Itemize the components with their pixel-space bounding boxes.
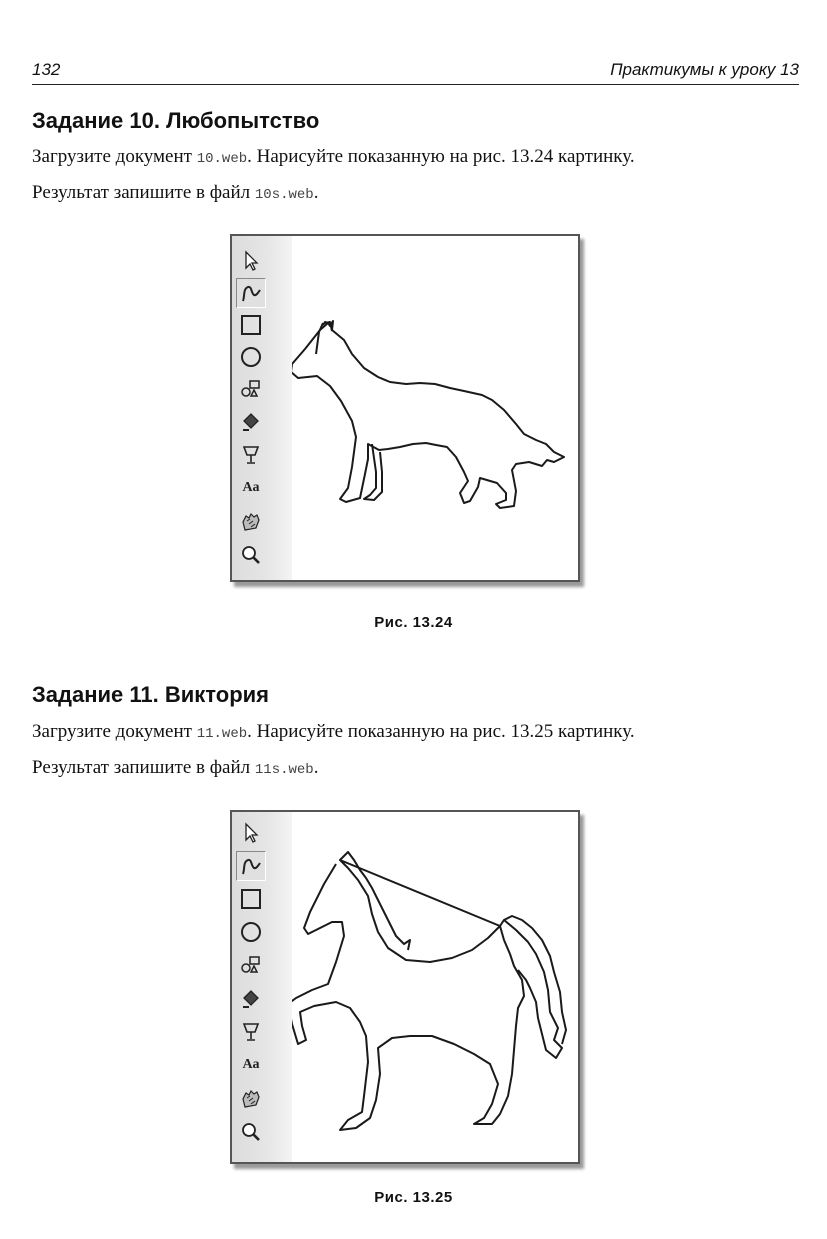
ellipse-tool[interactable] — [236, 917, 266, 947]
output-filename: 10s.web — [254, 187, 314, 203]
task-10-heading: Задание 10. Любопытство — [32, 108, 320, 133]
freehand-pen-icon — [239, 854, 263, 878]
figure-13-24-caption: Рис. 13.24 — [374, 614, 453, 631]
paint-bucket-tool[interactable] — [236, 407, 266, 437]
zoom-tool[interactable] — [236, 540, 266, 570]
running-title: Практикумы к уроку 13 — [610, 60, 799, 79]
shapes-icon — [239, 953, 263, 977]
text-tool-icon: Aa — [242, 1057, 260, 1072]
freehand-pen-icon — [239, 281, 263, 305]
dog-front-leg — [364, 444, 382, 500]
hand-pan-icon — [239, 1087, 263, 1111]
shapes-icon — [239, 377, 263, 401]
dog-outline-drawing — [292, 236, 578, 580]
horse-mane — [340, 852, 410, 950]
text-segment: . — [313, 182, 319, 203]
paint-bucket-icon — [239, 410, 263, 434]
ellipse-tool[interactable] — [236, 342, 266, 372]
drawing-canvas[interactable] — [292, 812, 578, 1162]
task-10-text — [32, 140, 799, 212]
freehand-pen-tool[interactable] — [236, 851, 266, 881]
text-segment: Загрузите документ — [32, 146, 197, 167]
figure-13-24-window — [230, 234, 580, 582]
hand-pan-icon — [239, 510, 263, 534]
zoom-icon — [239, 1120, 263, 1144]
arrow-select-tool[interactable] — [236, 246, 266, 276]
text-segment: . — [313, 757, 319, 778]
task-11-text — [32, 715, 799, 787]
arrow-select-icon — [239, 249, 263, 273]
shapes-tool[interactable] — [236, 374, 266, 404]
text-tool-tool[interactable] — [236, 473, 266, 503]
arrow-select-icon — [239, 821, 263, 845]
ellipse-icon — [239, 920, 263, 944]
eyedropper-icon — [239, 443, 263, 467]
task-11-heading: Задание 11. Виктория — [32, 682, 270, 707]
text-segment: Результат запишите в файл — [32, 757, 255, 778]
rectangle-tool[interactable] — [236, 884, 266, 914]
ellipse-icon — [239, 345, 263, 369]
text-tool-icon: Aa — [242, 480, 260, 495]
zoom-icon — [239, 543, 263, 567]
horse-outline — [292, 860, 562, 1130]
zoom-tool[interactable] — [236, 1117, 266, 1147]
text-segment: . Нарисуйте показанную на рис. 13.24 картинку. — [247, 146, 635, 167]
eyedropper-tool[interactable] — [236, 440, 266, 470]
text-segment: Загрузите документ — [32, 721, 197, 742]
text-segment: . Нарисуйте показанную на рис. 13.25 картинку. — [247, 721, 635, 742]
tool-palette — [232, 812, 292, 1162]
paint-bucket-tool[interactable] — [236, 984, 266, 1014]
rectangle-icon — [239, 313, 263, 337]
tool-palette — [232, 236, 292, 580]
hand-pan-tool[interactable] — [236, 1084, 266, 1114]
freehand-pen-tool[interactable] — [236, 278, 266, 308]
figure-13-25-caption: Рис. 13.25 — [374, 1189, 453, 1206]
hand-pan-tool[interactable] — [236, 507, 266, 537]
page-header — [32, 60, 799, 85]
input-filename: 10.web — [196, 151, 248, 167]
text-tool-tool[interactable] — [236, 1050, 266, 1080]
horse-outline-drawing — [292, 812, 578, 1162]
paint-bucket-icon — [239, 987, 263, 1011]
shapes-tool[interactable] — [236, 950, 266, 980]
text-segment: Результат запишите в файл — [32, 182, 255, 203]
rectangle-tool[interactable] — [236, 310, 266, 340]
output-filename: 11s.web — [254, 762, 314, 778]
figure-13-25-window — [230, 810, 580, 1164]
eyedropper-tool[interactable] — [236, 1017, 266, 1047]
input-filename: 11.web — [196, 726, 248, 742]
eyedropper-icon — [239, 1020, 263, 1044]
page-number: 132 — [32, 60, 61, 79]
dog-outline — [292, 321, 564, 508]
rectangle-icon — [239, 887, 263, 911]
arrow-select-tool[interactable] — [236, 818, 266, 848]
drawing-canvas[interactable] — [292, 236, 578, 580]
